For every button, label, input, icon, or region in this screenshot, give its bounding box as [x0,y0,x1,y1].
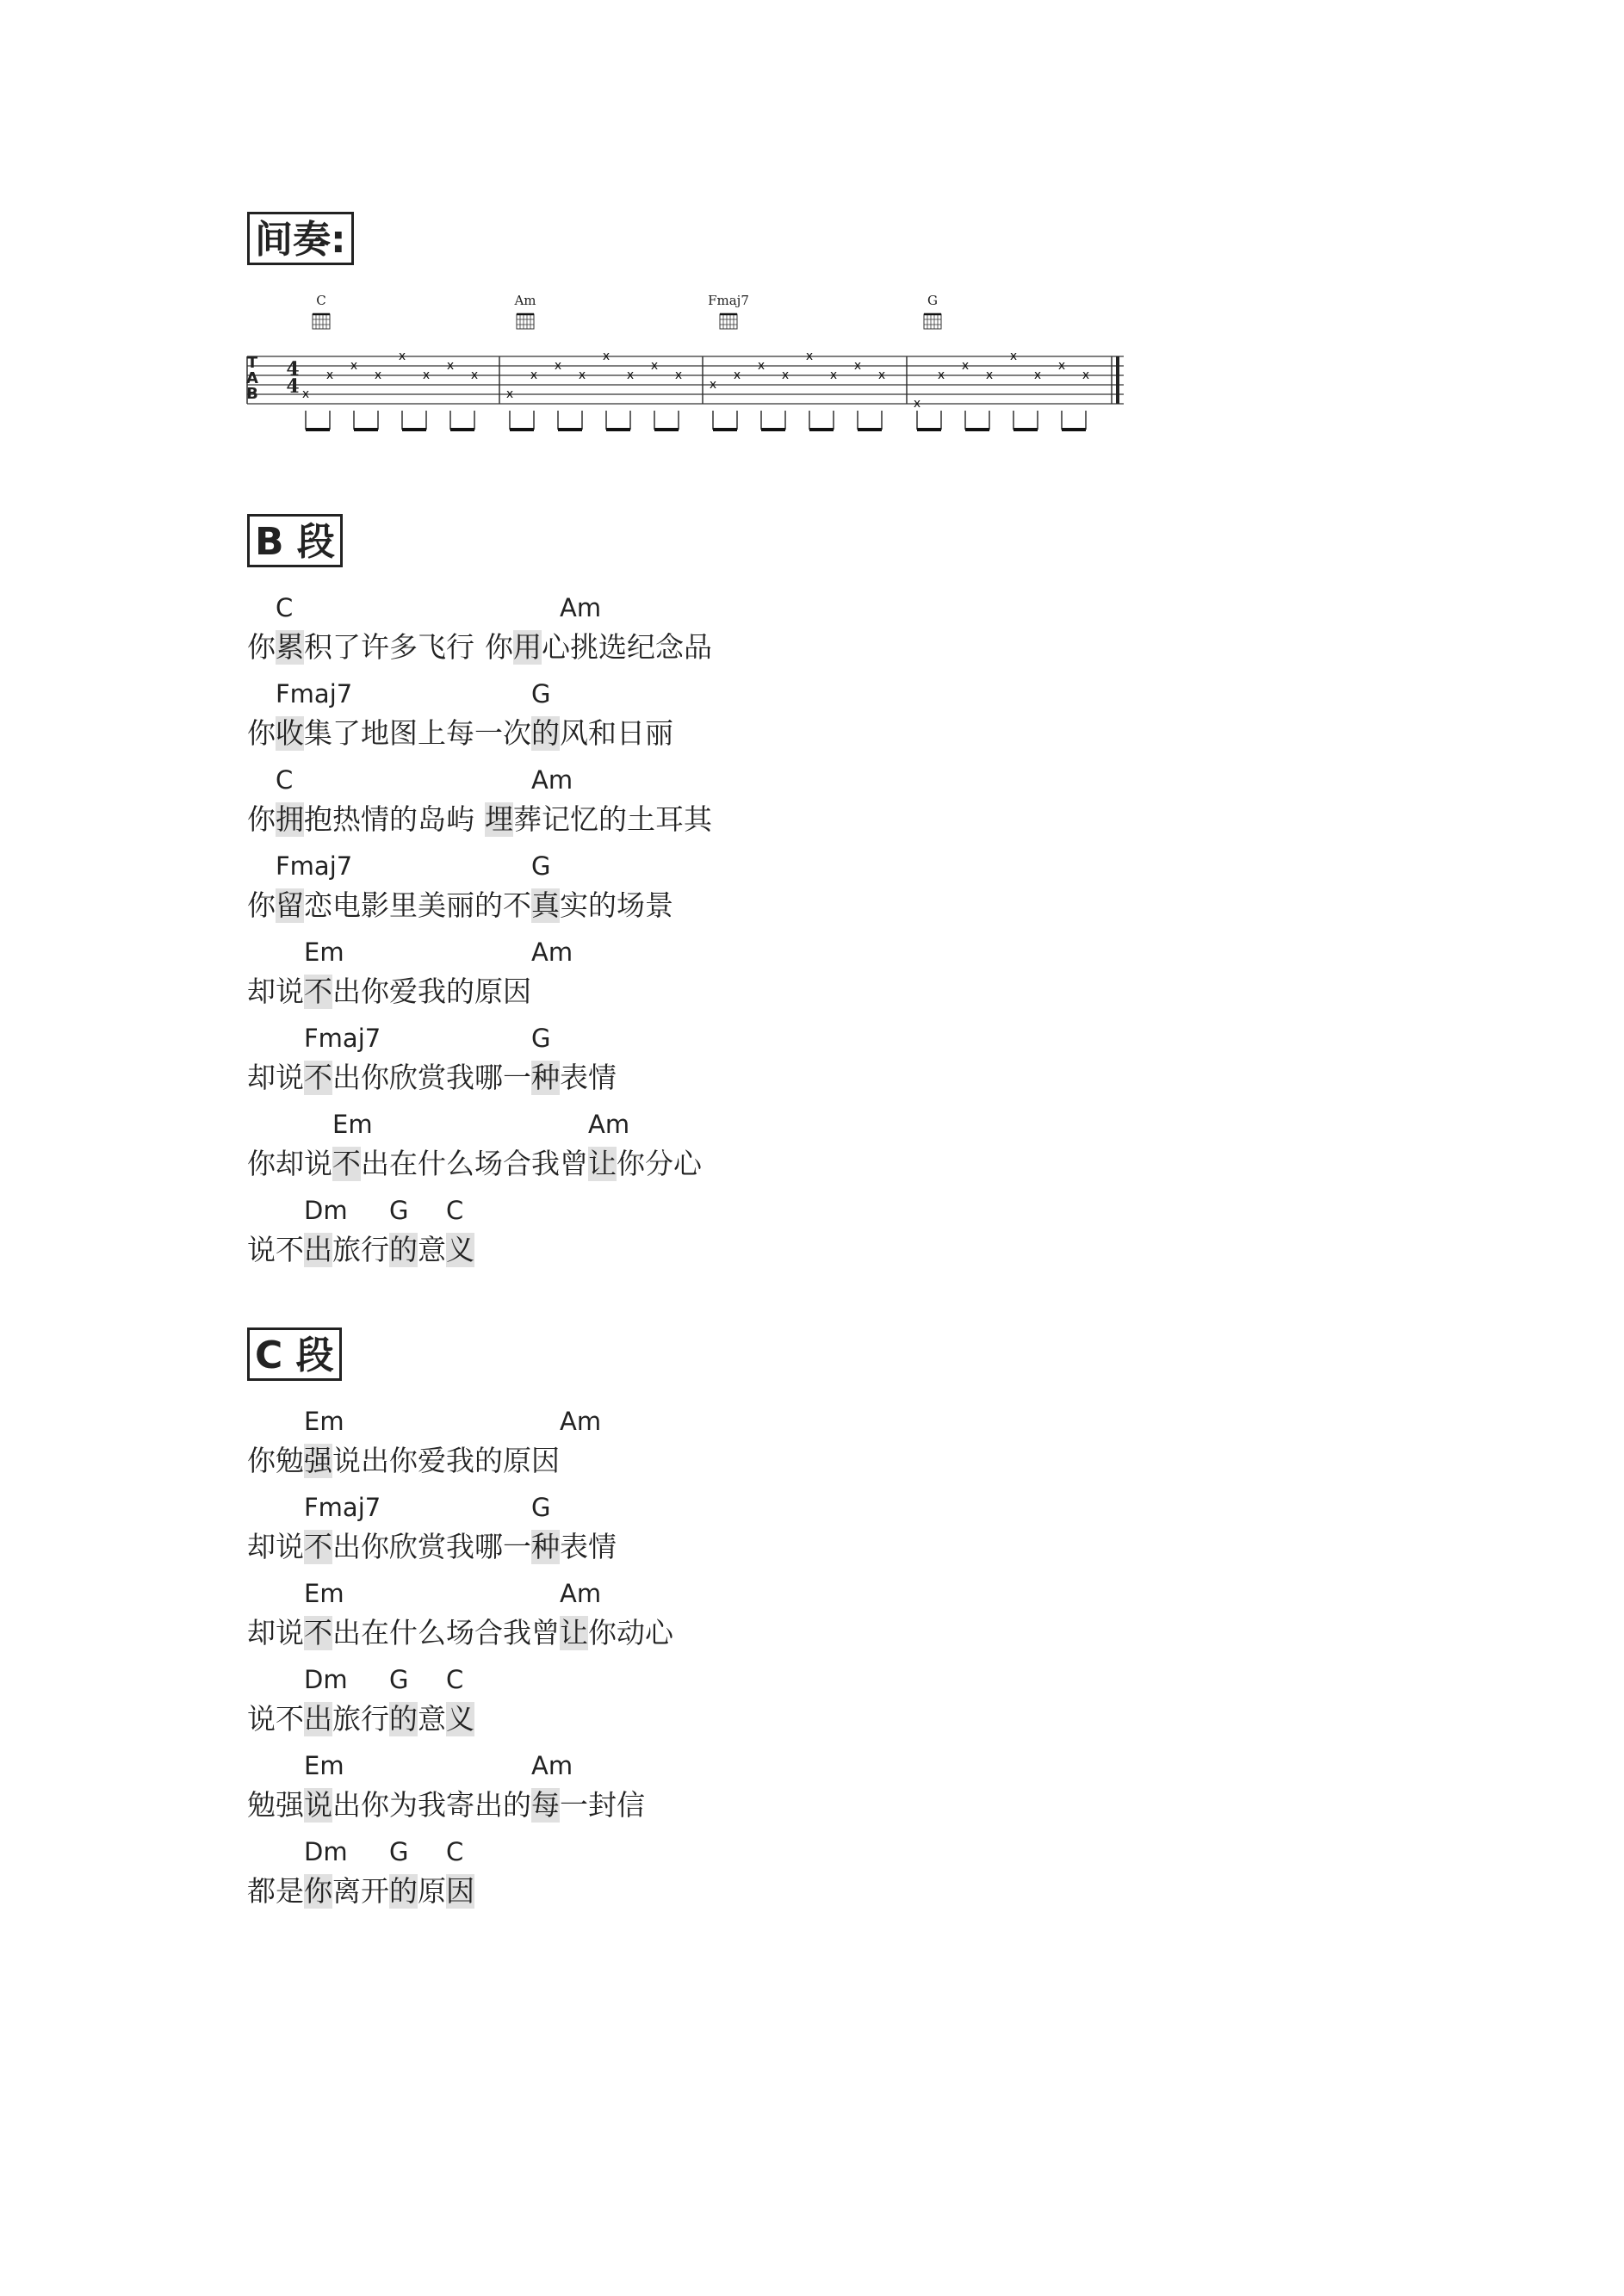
syllable: 行 [361,1233,389,1266]
chord-label: C [276,593,294,622]
lyric-text [247,716,673,751]
syllable: 不 [503,888,531,922]
syllable: 意 [418,1702,446,1736]
syllable: 一 [560,1788,588,1822]
tab-note-bass: x [913,397,921,411]
chord-label: Fmaj7 [276,851,353,881]
syllable: 你 [485,630,513,664]
syllable: 飞 [418,630,446,664]
syllable: 么 [446,1147,474,1180]
syllable: 在 [361,1616,389,1649]
syllable: 情 [361,802,389,836]
chord-label: G [389,1665,409,1694]
tab-note: x [578,368,586,382]
syllable: 却 [247,1061,276,1094]
syllable: 因 [503,975,531,1008]
syllable: 其 [684,802,712,836]
tab-note: x [733,368,741,382]
highlighted-syllable: 的 [389,1702,418,1736]
highlighted-syllable: 种 [531,1061,560,1094]
chord-label: C [446,1665,464,1694]
time-signature-digit: 4 [286,358,300,381]
chord-label: Em [304,1751,344,1780]
syllable: 说 [304,1147,332,1180]
syllable: 不 [276,1233,304,1266]
syllable: 记 [542,802,570,836]
syllable: 每 [446,716,474,750]
syllable: 欣 [389,1061,418,1094]
syllable: 说 [247,1702,276,1736]
tab-note: x [1057,359,1066,373]
syllable: 勉 [276,1444,304,1477]
syllable: 爱 [418,1444,446,1477]
highlighted-syllable: 的 [389,1233,418,1266]
syllable: 却 [247,975,276,1008]
syllable: 了 [332,630,361,664]
chord-diagram-grid [517,314,534,329]
section-title-interlude: 间奏: [247,212,354,265]
tab-note: x [530,368,538,382]
tab-note-bass: x [301,387,310,401]
syllable: 你 [361,1788,389,1822]
syllable: 情 [588,1530,617,1563]
tab-note: x [757,359,766,373]
lyric-text [247,975,531,1009]
chord-diagram-name: G [927,293,938,308]
syllable: 地 [361,716,389,750]
highlighted-syllable: 让 [560,1616,588,1649]
syllable: 你 [361,1530,389,1563]
syllable: 影 [361,888,389,922]
chord-diagram-grid [313,314,330,329]
chord-diagram-grid [720,314,737,329]
lyric-text [247,1702,474,1736]
section-title-c: C 段 [247,1327,342,1381]
syllable: 选 [598,630,627,664]
syllable: 场 [617,888,645,922]
syllable: 行 [361,1702,389,1736]
syllable: 念 [655,630,684,664]
syllable: 表 [560,1061,588,1094]
syllable: 品 [684,630,712,664]
tab-note: x [1082,368,1090,382]
chord-label: C [446,1196,464,1225]
syllable: 的 [446,975,474,1008]
syllable: 集 [304,716,332,750]
syllable: 曾 [560,1147,588,1180]
syllable: 赏 [418,1061,446,1094]
highlighted-syllable: 每 [531,1788,560,1822]
syllable: 场 [446,1616,474,1649]
lyric-text [247,1061,617,1095]
syllable: 恋 [304,888,332,922]
syllable: 说 [276,975,304,1008]
syllable: 你 [588,1616,617,1649]
syllable: 你 [389,1444,418,1477]
syllable: 我 [446,1444,474,1477]
syllable: 我 [418,975,446,1008]
syllable: 因 [531,1444,560,1477]
tab-note: x [1033,368,1042,382]
syllable: 哪 [474,1530,503,1563]
syllable: 不 [276,1702,304,1736]
syllable: 心 [542,630,570,664]
syllable: 说 [276,1530,304,1563]
tab-note: x [650,359,659,373]
syllable: 我 [531,1147,560,1180]
syllable [474,802,485,837]
highlighted-syllable: 拥 [276,802,304,836]
chord-label: Am [531,938,573,967]
syllable: 次 [503,716,531,750]
syllable: 耳 [655,802,684,836]
syllable: 你 [247,1444,276,1477]
syllable: 勉 [247,1788,276,1822]
syllable: 心 [673,1147,702,1180]
syllable: 和 [588,716,617,750]
section-title-b: B 段 [247,514,343,567]
syllable: 强 [276,1788,304,1822]
tab-note: x [674,368,683,382]
syllable: 你 [617,1147,645,1180]
syllable: 的 [598,802,627,836]
chord-label: Em [304,938,344,967]
highlighted-syllable: 说 [304,1788,332,1822]
syllable: 出 [332,1061,361,1094]
syllable: 欣 [389,1530,418,1563]
syllable: 信 [617,1788,645,1822]
syllable: 寄 [446,1788,474,1822]
tab-note: x [853,359,862,373]
syllable [474,630,485,665]
syllable: 许 [361,630,389,664]
chord-label: Em [332,1110,373,1139]
tab-note: x [325,368,334,382]
tab-note: x [398,350,406,363]
chord-label: Am [531,765,573,795]
chord-label: Em [304,1407,344,1436]
syllable: 说 [276,1061,304,1094]
syllable: 景 [645,888,673,922]
syllable: 热 [332,802,361,836]
time-signature-digit: 4 [286,375,300,398]
chord-label: Fmaj7 [276,679,353,709]
syllable: 多 [389,630,418,664]
chord-label: Dm [304,1837,348,1866]
lyric-text [247,1788,645,1823]
chord-label: G [531,679,551,709]
syllable: 我 [446,1061,474,1094]
tab-note: x [374,368,382,382]
syllable: 场 [474,1147,503,1180]
highlighted-syllable: 真 [531,888,560,922]
lyric-text [247,888,673,923]
tab-note: x [470,368,479,382]
syllable: 出 [332,1788,361,1822]
lyric-text [247,1616,673,1650]
syllable: 你 [247,888,276,922]
syllable: 丽 [645,716,673,750]
syllable: 动 [617,1616,645,1649]
syllable: 出 [332,1530,361,1563]
tab-note: x [829,368,838,382]
syllable: 旅 [332,1702,361,1736]
syllable: 合 [474,1616,503,1649]
syllable: 一 [503,1061,531,1094]
highlighted-syllable: 种 [531,1530,560,1563]
syllable: 出 [361,1444,389,1477]
syllable: 我 [503,1616,531,1649]
tab-note: x [985,368,994,382]
syllable: 出 [474,1788,503,1822]
lyric-text [247,802,712,837]
syllable: 纪 [627,630,655,664]
syllable: 忆 [570,802,598,836]
syllable: 原 [503,1444,531,1477]
syllable: 却 [247,1530,276,1563]
chord-label: C [446,1837,464,1866]
syllable: 的 [389,802,418,836]
syllable: 里 [389,888,418,922]
tab-note: x [602,350,611,363]
syllable: 的 [588,888,617,922]
syllable: 离 [332,1874,361,1908]
syllable: 土 [627,802,655,836]
lyric-text [247,1530,617,1564]
syllable: 一 [474,716,503,750]
highlighted-syllable: 你 [304,1874,332,1908]
syllable: 的 [474,888,503,922]
chord-label: Fmaj7 [304,1493,381,1522]
chord-label: C [276,765,294,795]
tab-note: x [626,368,635,382]
highlighted-syllable: 不 [332,1147,361,1180]
lyric-text [247,1444,560,1478]
syllable: 电 [332,888,361,922]
tab-note: x [554,359,562,373]
syllable: 是 [276,1874,304,1908]
syllable: 原 [474,975,503,1008]
syllable: 合 [503,1147,531,1180]
highlighted-syllable: 用 [513,630,542,664]
highlighted-syllable: 义 [446,1702,474,1736]
tab-note-bass: x [709,378,717,392]
syllable: 么 [418,1616,446,1649]
tab-note: x [937,368,945,382]
syllable: 挑 [570,630,598,664]
chord-label: Fmaj7 [304,1024,381,1053]
chord-label: Am [560,1579,602,1608]
syllable: 积 [304,630,332,664]
chord-label: G [531,1493,551,1522]
lyric-text [247,1874,474,1909]
syllable: 你 [247,630,276,664]
chord-label: G [531,851,551,881]
syllable: 你 [361,975,389,1008]
chord-diagram-name: Fmaj7 [708,293,749,308]
guitar-tab-staff [245,293,1132,456]
tab-note: x [877,368,886,382]
syllable: 图 [389,716,418,750]
syllable: 我 [446,1530,474,1563]
syllable: 丽 [446,888,474,922]
syllable: 说 [247,1233,276,1266]
syllable: 情 [588,1061,617,1094]
tab-note-bass: x [505,387,514,401]
highlighted-syllable: 义 [446,1233,474,1266]
chord-label: Am [560,1407,602,1436]
syllable: 赏 [418,1530,446,1563]
syllable: 原 [418,1874,446,1908]
highlighted-syllable: 不 [304,1530,332,1563]
highlighted-syllable: 累 [276,630,304,664]
syllable: 却 [276,1147,304,1180]
syllable: 说 [276,1616,304,1649]
highlighted-syllable: 不 [304,1061,332,1094]
highlighted-syllable: 出 [304,1233,332,1266]
syllable: 日 [617,716,645,750]
chord-label: Dm [304,1196,348,1225]
syllable: 说 [332,1444,361,1477]
syllable: 开 [361,1874,389,1908]
syllable: 旅 [332,1233,361,1266]
syllable: 意 [418,1233,446,1266]
tab-clef-letter: T [246,354,258,372]
syllable: 的 [474,1444,503,1477]
chord-label: Am [588,1110,630,1139]
syllable: 表 [560,1530,588,1563]
syllable: 我 [418,1788,446,1822]
syllable: 实 [560,888,588,922]
syllable: 你 [247,716,276,750]
syllable: 一 [503,1530,531,1563]
syllable: 岛 [418,802,446,836]
chord-label: G [389,1196,409,1225]
tab-note: x [1009,350,1018,363]
chord-label: G [531,1024,551,1053]
chord-label: Em [304,1579,344,1608]
lyric-text [247,1233,474,1267]
tab-note: x [422,368,431,382]
syllable: 行 [446,630,474,664]
syllable: 葬 [513,802,542,836]
syllable: 美 [418,888,446,922]
syllable: 什 [418,1147,446,1180]
highlighted-syllable: 的 [531,716,560,750]
highlighted-syllable: 留 [276,888,304,922]
syllable: 为 [389,1788,418,1822]
syllable: 心 [645,1616,673,1649]
chord-label: Am [560,593,602,622]
syllable: 却 [247,1616,276,1649]
syllable: 爱 [389,975,418,1008]
tab-note: x [446,359,455,373]
syllable: 哪 [474,1061,503,1094]
lyric-text [247,630,712,665]
highlighted-syllable: 因 [446,1874,474,1908]
syllable: 出 [361,1147,389,1180]
syllable: 你 [247,1147,276,1180]
syllable: 屿 [446,802,474,836]
syllable: 出 [332,1616,361,1649]
highlighted-syllable: 不 [304,975,332,1008]
chord-label: G [389,1837,409,1866]
highlighted-syllable: 出 [304,1702,332,1736]
syllable: 出 [332,975,361,1008]
chord-diagram-name: C [316,293,326,308]
tab-note: x [781,368,790,382]
syllable: 分 [645,1147,673,1180]
syllable: 了 [332,716,361,750]
syllable: 的 [503,1788,531,1822]
syllable: 都 [247,1874,276,1908]
lyric-text [247,1147,702,1181]
syllable: 什 [389,1616,418,1649]
syllable: 在 [389,1147,418,1180]
chord-diagram-name: Am [514,293,536,308]
tab-note: x [805,350,814,363]
syllable: 抱 [304,802,332,836]
tab-note: x [350,359,358,373]
syllable: 你 [247,802,276,836]
syllable: 你 [361,1061,389,1094]
syllable: 封 [588,1788,617,1822]
tab-clef-letter: B [246,385,258,403]
syllable: 曾 [531,1616,560,1649]
highlighted-syllable: 让 [588,1147,617,1180]
highlighted-syllable: 不 [304,1616,332,1649]
tab-note: x [961,359,970,373]
highlighted-syllable: 的 [389,1874,418,1908]
highlighted-syllable: 收 [276,716,304,750]
chord-label: Dm [304,1665,348,1694]
highlighted-syllable: 埋 [485,802,513,836]
chord-label: Am [531,1751,573,1780]
syllable: 风 [560,716,588,750]
chord-diagram-grid [924,314,941,329]
highlighted-syllable: 强 [304,1444,332,1477]
syllable: 上 [418,716,446,750]
tab-clef-letter: A [246,369,258,387]
